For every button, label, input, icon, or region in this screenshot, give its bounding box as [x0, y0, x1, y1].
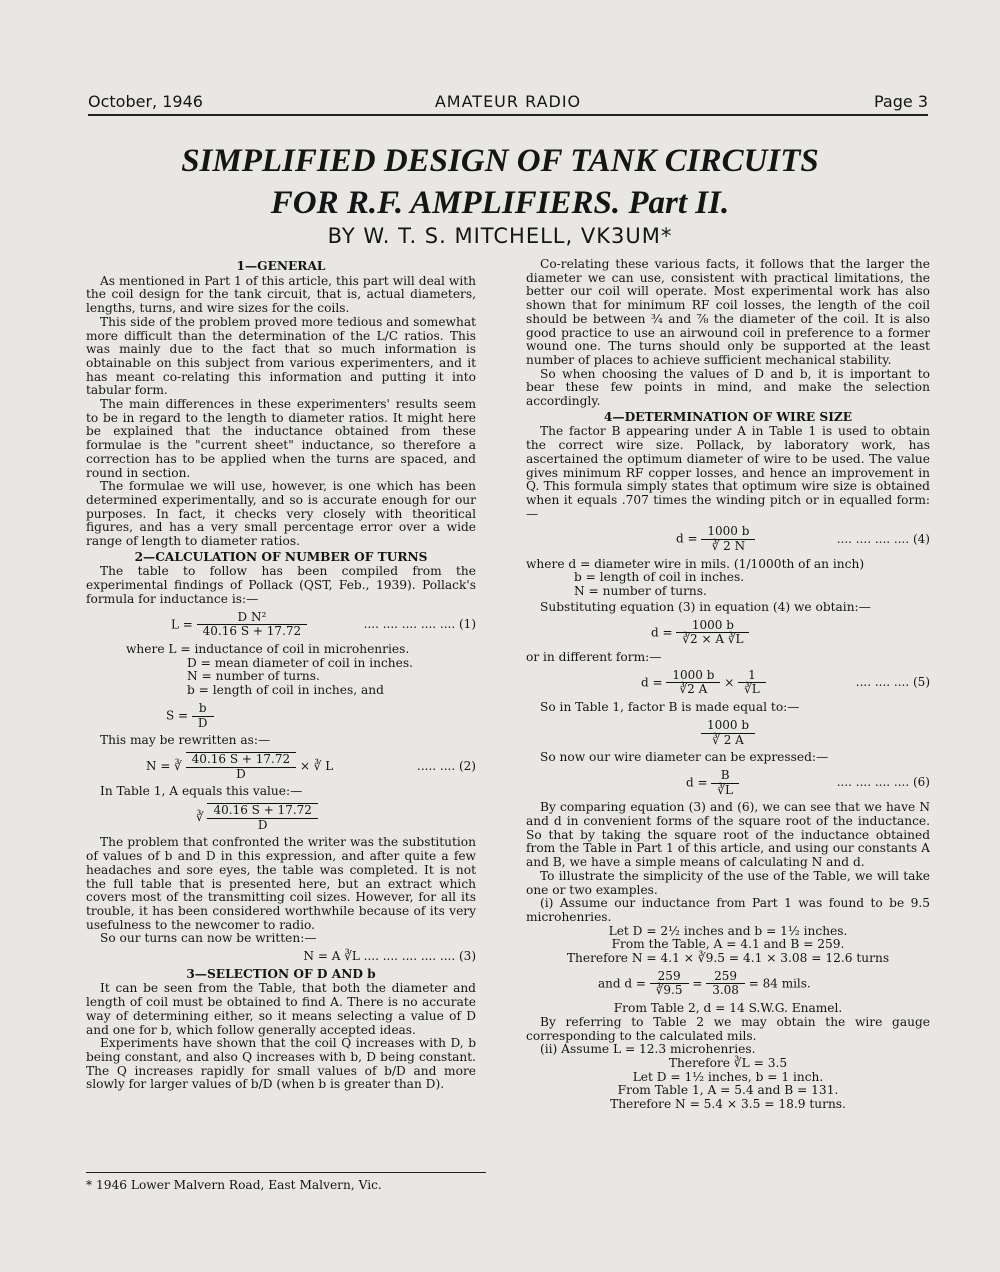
paragraph: As mentioned in Part 1 of this article, this part will deal with the coil design for the tank circuit, that is, actual diameters, lengths, turns, and wire sizes for the coils. — [86, 273, 476, 316]
byline: BY W. T. S. MITCHELL, VK3UM* — [327, 224, 673, 248]
paragraph: So now our wire diameter can be expressed:— — [540, 750, 829, 765]
example-line: Therefore N = 4.1 × ∛9.5 = 4.1 × 3.08 = 12.6 turns — [566, 951, 890, 966]
equation-lhs: L = — [171, 617, 193, 632]
paragraph: To illustrate the simplicity of the use of the Table, we will take one or two examples. — [526, 868, 930, 897]
paragraph: (ii) Assume L = 12.3 microhenries. — [540, 1042, 756, 1057]
equation-b: $\frac{1000 b}{∛ 2 A}$ — [701, 719, 930, 747]
example-line: From Table 2, d = 14 S.W.G. Enamel. — [613, 1001, 843, 1016]
definition-L: where L = inductance of coil in microhenries. — [126, 641, 410, 656]
paragraph: So when choosing the values of D and b, it is important to bear these few points in mind, and make the selection accordingly. — [526, 366, 930, 409]
equation-1 — [86, 611, 476, 639]
paragraph: This side of the problem proved more tedious and somewhat more difficult than the determination of the L/C ratios. This was mainly due to the fact that so much information is obtainable on this subject from various experimenters, and it has meant co-relating this information and putting it into tabular form. — [86, 314, 476, 398]
title-line-1: SIMPLIFIED DESIGN OF TANK CIRCUITS — [181, 143, 819, 179]
paragraph: (i) Assume our inductance from Part 1 was found to be 9.5 microhenries. — [526, 896, 930, 924]
equation-4b: d = $\frac{1000 b}{∛2 \times A ∛L}$ — [651, 619, 930, 647]
example-line: From Table 1, A = 5.4 and B = 131. — [617, 1083, 839, 1098]
paragraph: So our turns can now be written:— — [100, 931, 317, 946]
denominator: 40.16 S + 17.72 — [202, 624, 302, 639]
section-heading-selection: 3—SELECTION OF D AND b — [186, 966, 376, 981]
header-publication: AMATEUR RADIO — [434, 92, 582, 111]
equation-tag: .... .... .... .... (6) — [836, 775, 930, 790]
definition-N: N = number of turns. — [187, 669, 320, 684]
header-page-number: Page 3 — [874, 92, 928, 111]
paragraph: In Table 1, A equals this value:— — [100, 784, 303, 799]
variable-definitions — [126, 643, 476, 698]
paragraph: Substituting equation (3) in equation (4) we obtain:— — [540, 599, 871, 614]
paragraph: The formulae we will use, however, is one which has been determined experimentally, and so is accurate enough for our purposes. In fact, it checks very closely with theoritical figures, and has a very small percentage error over a wide range of length to diameter ratios. — [86, 479, 476, 549]
paragraph: It can be seen from the Table, that both the diameter and length of coil must be obtained to find A. There is no accurate way of determining either, so it means selecting a value of D and one for b, which follow generally accepted ideas. — [86, 981, 476, 1037]
paragraph: The problem that confronted the writer was the substitution of values of b and D in this expression, and after quite a few headaches and sore eyes, the table was completed. It is not the full table that is presented here, but an extract which covers most of the transmitting coil sizes. However, for all its trouble, it has been considered worthwhile because of its very usefulness to the newcomer to radio. — [86, 835, 476, 932]
equation-tag: .... .... .... .... (4) — [836, 531, 930, 546]
paragraph: The table to follow has been compiled from the experimental findings of Pollack (QST, Feb., 1939). Pollack's formula for inductance is:— — [86, 564, 476, 606]
equation-s: S = $\frac{b}{D}$ — [166, 702, 476, 730]
definition-D: D = mean diameter of coil in inches. — [187, 655, 413, 670]
paragraph: So in Table 1, factor B is made equal to:— — [540, 700, 800, 715]
paragraph: This may be rewritten as:— — [100, 733, 271, 748]
example-line: Let D = 1½ inches, b = 1 inch. — [632, 1069, 824, 1084]
variable-definitions: where d = diameter wire in mils. (1/1000th of an inch) b = length of coil in inches. N = number of turns. — [526, 556, 865, 599]
equation-3: N = A ∛L .... .... .... .... .... (3) — [303, 949, 476, 964]
equation-2: N = ∛ $\frac{40.16 S + 17.72}{D}$ × ∛ L ..... .... (2) — [146, 751, 476, 781]
paragraph: By referring to Table 2 we may obtain the wire gauge corresponding to the calculated mils. — [526, 1014, 930, 1043]
example-equation: and d = $\frac{259}{∛9.5}$ = $\frac{259}{3.08}$ = 84 mils. — [598, 968, 811, 998]
title-line-2: FOR R.F. AMPLIFIERS. Part II. — [270, 185, 730, 221]
equation-6: d = $\frac{B}{∛L}$ .... .... .... .... (6) — [686, 767, 930, 797]
article-title — [60, 140, 940, 224]
equation-5: d = $\frac{1000 b}{∛2 A}$ × $\frac{1}{∛L}$ .... .... .... (5) — [641, 667, 930, 697]
paragraph: The main differences in these experimenters' results seem to be in regard to the length to diameter ratios. It might here be explained that the inductance obtained from these formulae is the "current sheet" inductance, so therefore a correction has to be applied when the turns are spaced, and round in section. — [86, 397, 476, 480]
footnote: * 1946 Lower Malvern Road, East Malvern, Vic. — [86, 1178, 382, 1192]
equation-tag: ..... .... (2) — [417, 758, 476, 773]
section-heading-general: 1—GENERAL — [236, 259, 326, 273]
paragraph: Co-relating these various facts, it follows that the larger the diameter we can use, consistent with practical limitations, the better our coil will operate. Most experimental work has also shown that for minimum RF coil losses, the length of the coil should be between ¾ and ⅞ the diameter of the coil. It is also good practice to use an airwound coil in preference to a former wound one. The turns should only be supported at the least number of places to achieve sufficient mechanical stability. — [526, 257, 930, 367]
equation-a: ∛ $\frac{40.16 S + 17.72}{D}$ — [196, 803, 476, 832]
paragraph: Experiments have shown that the coil Q increases with D, b being constant, and also Q increases with b, D being constant. The Q increases rapidly for small values of b/D and more slowly for larger values of b/D (when b is greater than D). — [86, 1036, 476, 1092]
paragraph: The factor B appearing under A in Table 1 is used to obtain the correct wire size. Pollack, by laboratory work, has ascertained the optimum diameter of wire to be used. The value gives minimum RF copper losses, and hence an improvement in Q. This formula simply states that optimum wire size is obtained when it equals .707 times the winding pitch or in equalled form:— — [526, 424, 930, 521]
example-line: Therefore ∛L = 3.5 — [668, 1055, 788, 1070]
paragraph: or in different form:— — [526, 649, 662, 664]
header-date: October, 1946 — [88, 92, 203, 111]
paragraph: By comparing equation (3) and (6), we can see that we have N and d in convenient forms of the square root of the inductance. So that by taking the square root of the inductance obtained from the Table in Part 1 of this article, and using our constants A and B, we have a simple means of calculating N and d. — [526, 800, 930, 870]
running-header — [88, 92, 928, 114]
equation-4: d = $\frac{1000 b}{∛ 2 N}$ .... .... .... .... (4) — [676, 524, 930, 554]
header-rule — [88, 114, 928, 116]
example-line: Let D = 2½ inches and b = 1½ inches. — [608, 923, 848, 938]
section-heading-turns: 2—CALCULATION OF NUMBER OF TURNS — [134, 549, 428, 564]
definition-b: b = length of coil in inches, and — [187, 683, 384, 698]
equation-fraction — [197, 611, 307, 639]
footnote-rule — [86, 1172, 486, 1173]
equation-tag: .... .... .... (5) — [855, 675, 930, 690]
numerator: D N² — [197, 611, 307, 626]
right-column — [526, 258, 930, 1112]
example-line: Therefore N = 5.4 × 3.5 = 18.9 turns. — [610, 1097, 846, 1112]
section-heading-wire-size: 4—DETERMINATION OF WIRE SIZE — [603, 409, 853, 424]
left-column — [86, 258, 476, 1092]
equation-tag: .... .... .... .... .... (1) — [363, 616, 476, 631]
example-line: From the Table, A = 4.1 and B = 259. — [611, 937, 845, 952]
